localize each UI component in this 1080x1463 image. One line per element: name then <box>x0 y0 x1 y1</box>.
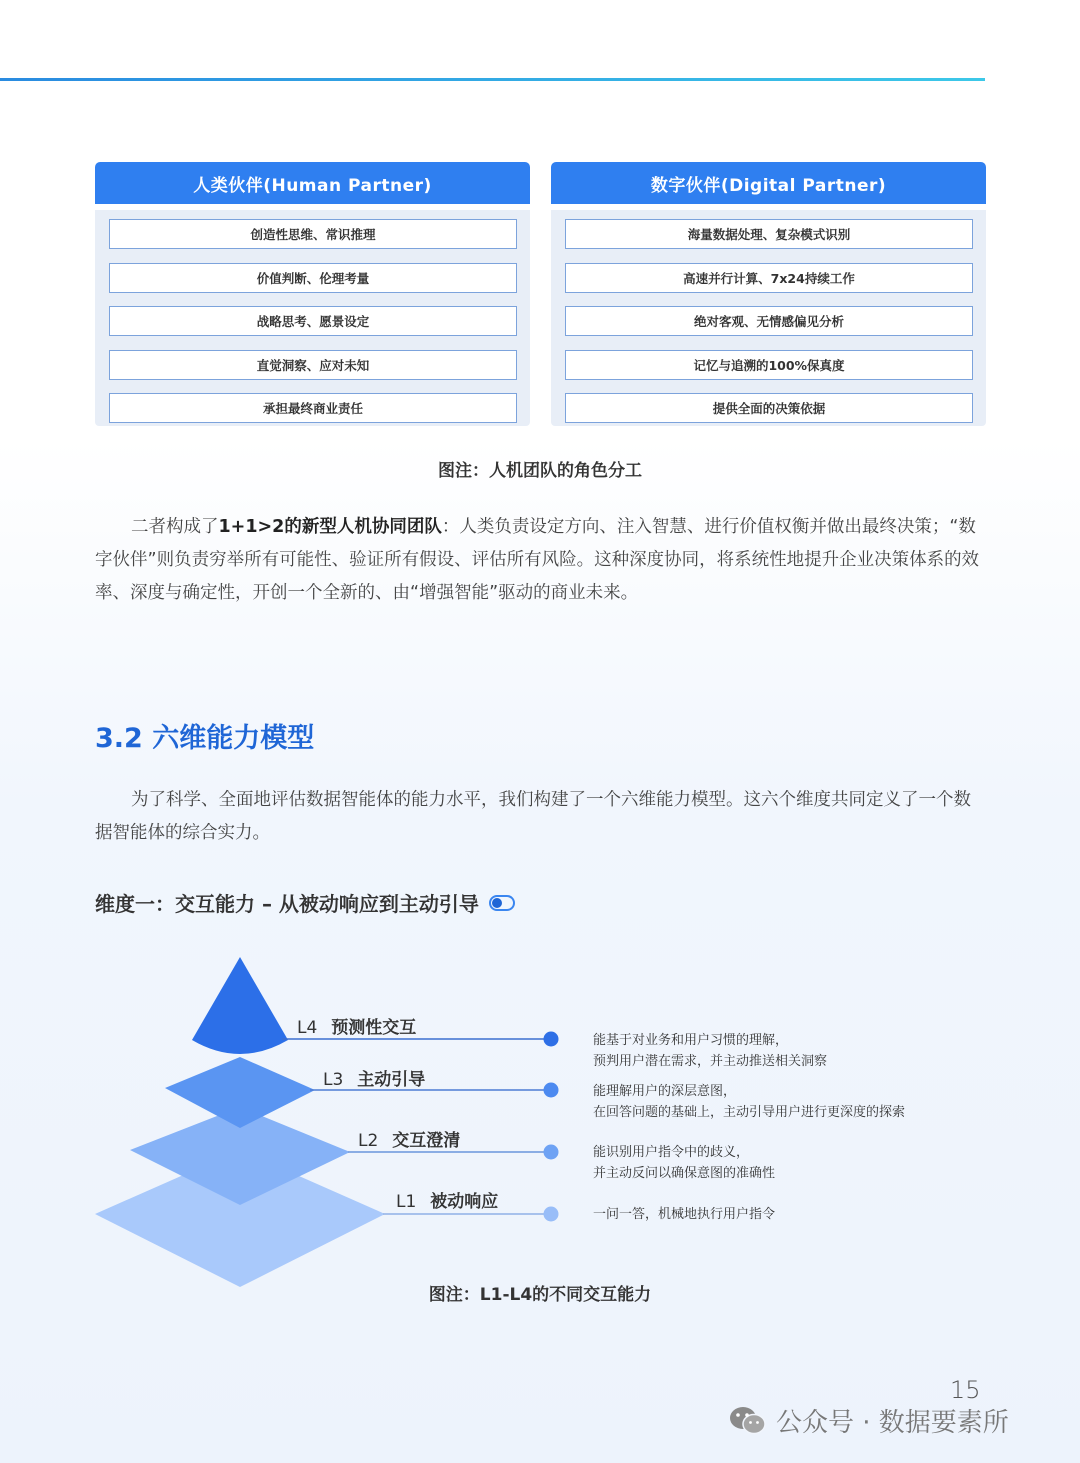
wechat-icon <box>728 1404 768 1438</box>
watermark <box>728 1402 1009 1439</box>
level-description-l1 <box>593 1204 775 1225</box>
level-name: 被动响应 <box>430 1192 499 1212</box>
digital-partner-item: 提供全面的决策依据 <box>565 393 973 423</box>
level-label-l2 <box>358 1126 460 1151</box>
digital-partner-item: 高速并行计算、7x24持续工作 <box>565 263 973 293</box>
level-label-l1 <box>396 1187 498 1212</box>
description-line: 能识别用户指令中的歧义， <box>593 1145 750 1160</box>
paragraph-bold: 1+1>2的新型人机协同团队 <box>218 517 442 537</box>
figure-caption-levels: 图注：L1-L4的不同交互能力 <box>428 1285 652 1305</box>
level-label-l3 <box>323 1065 425 1090</box>
description-line: 一问一答，机械地执行用户指令 <box>593 1207 776 1222</box>
connector-dot-l4 <box>544 1032 559 1047</box>
pyramid-layer-l3 <box>165 1057 315 1128</box>
level-code: L1 <box>396 1192 417 1212</box>
dimension-title-text: 维度一：交互能力 – 从被动响应到主动引导 <box>95 892 479 916</box>
description-line: 能基于对业务和用户习惯的理解， <box>593 1033 789 1048</box>
level-label-l4 <box>297 1013 416 1038</box>
page-number: 15 <box>950 1376 981 1404</box>
connector-dot-l1 <box>544 1207 559 1222</box>
level-name: 预测性交互 <box>331 1018 417 1038</box>
human-partner-item: 战略思考、愿景设定 <box>109 306 517 336</box>
digital-partner-item: 记忆与追溯的100%保真度 <box>565 350 973 380</box>
human-partner-item: 承担最终商业责任 <box>109 393 517 423</box>
description-line: 在回答问题的基础上，主动引导用户进行更深度的探索 <box>593 1105 906 1120</box>
level-code: L3 <box>323 1070 344 1090</box>
digital-partner-title: 数字伙伴(Digital Partner) <box>551 162 986 204</box>
level-code: L4 <box>297 1018 318 1038</box>
watermark-text: 公众号 · 数据要素所 <box>776 1408 1009 1438</box>
description-line: 能理解用户的深层意图， <box>593 1084 737 1099</box>
human-partner-item: 直觉洞察、应对未知 <box>109 350 517 380</box>
paragraph-rest: ：人类负责设定方向、注入智慧、进行价值权衡并做出最终决策；“数字伙伴”则负责穷举所有可能性、验证所有假设、评估所有风险。这种深度协同，将系统性地提升企业决策体系的效率、深度与确定性，开创一个全新的、由“增强智能”驱动的商业未来。 <box>95 517 980 603</box>
level-name: 交互澄清 <box>392 1131 461 1151</box>
description-line: 并主动反问以确保意图的准确性 <box>593 1166 776 1181</box>
section-title: 3.2 六维能力模型 <box>95 723 315 754</box>
digital-partner-item: 绝对客观、无情感偏见分析 <box>565 306 973 336</box>
connector-dot-l3 <box>544 1083 559 1098</box>
pyramid-layer-l4 <box>192 957 288 1054</box>
human-partner-item: 创造性思维、常识推理 <box>109 219 517 249</box>
paragraph-model-intro: 为了科学、全面地评估数据智能体的能力水平，我们构建了一个六维能力模型。这六个维度共同定义了一个数据智能体的综合实力。 <box>95 790 971 843</box>
level-description-l3 <box>593 1081 905 1123</box>
level-description-l4 <box>593 1030 827 1072</box>
level-code: L2 <box>358 1131 379 1151</box>
digital-partner-item: 海量数据处理、复杂模式识别 <box>565 219 973 249</box>
human-partner-title: 人类伙伴(Human Partner) <box>95 162 530 204</box>
connector-dot-l2 <box>544 1145 559 1160</box>
level-name: 主动引导 <box>357 1070 426 1090</box>
paragraph-lead: 二者构成了 <box>131 517 219 537</box>
level-description-l2 <box>593 1142 775 1184</box>
figure-caption-roles: 图注：人机团队的角色分工 <box>438 461 642 481</box>
human-partner-item: 价值判断、伦理考量 <box>109 263 517 293</box>
description-line: 预判用户潜在需求，并主动推送相关洞察 <box>593 1054 828 1069</box>
